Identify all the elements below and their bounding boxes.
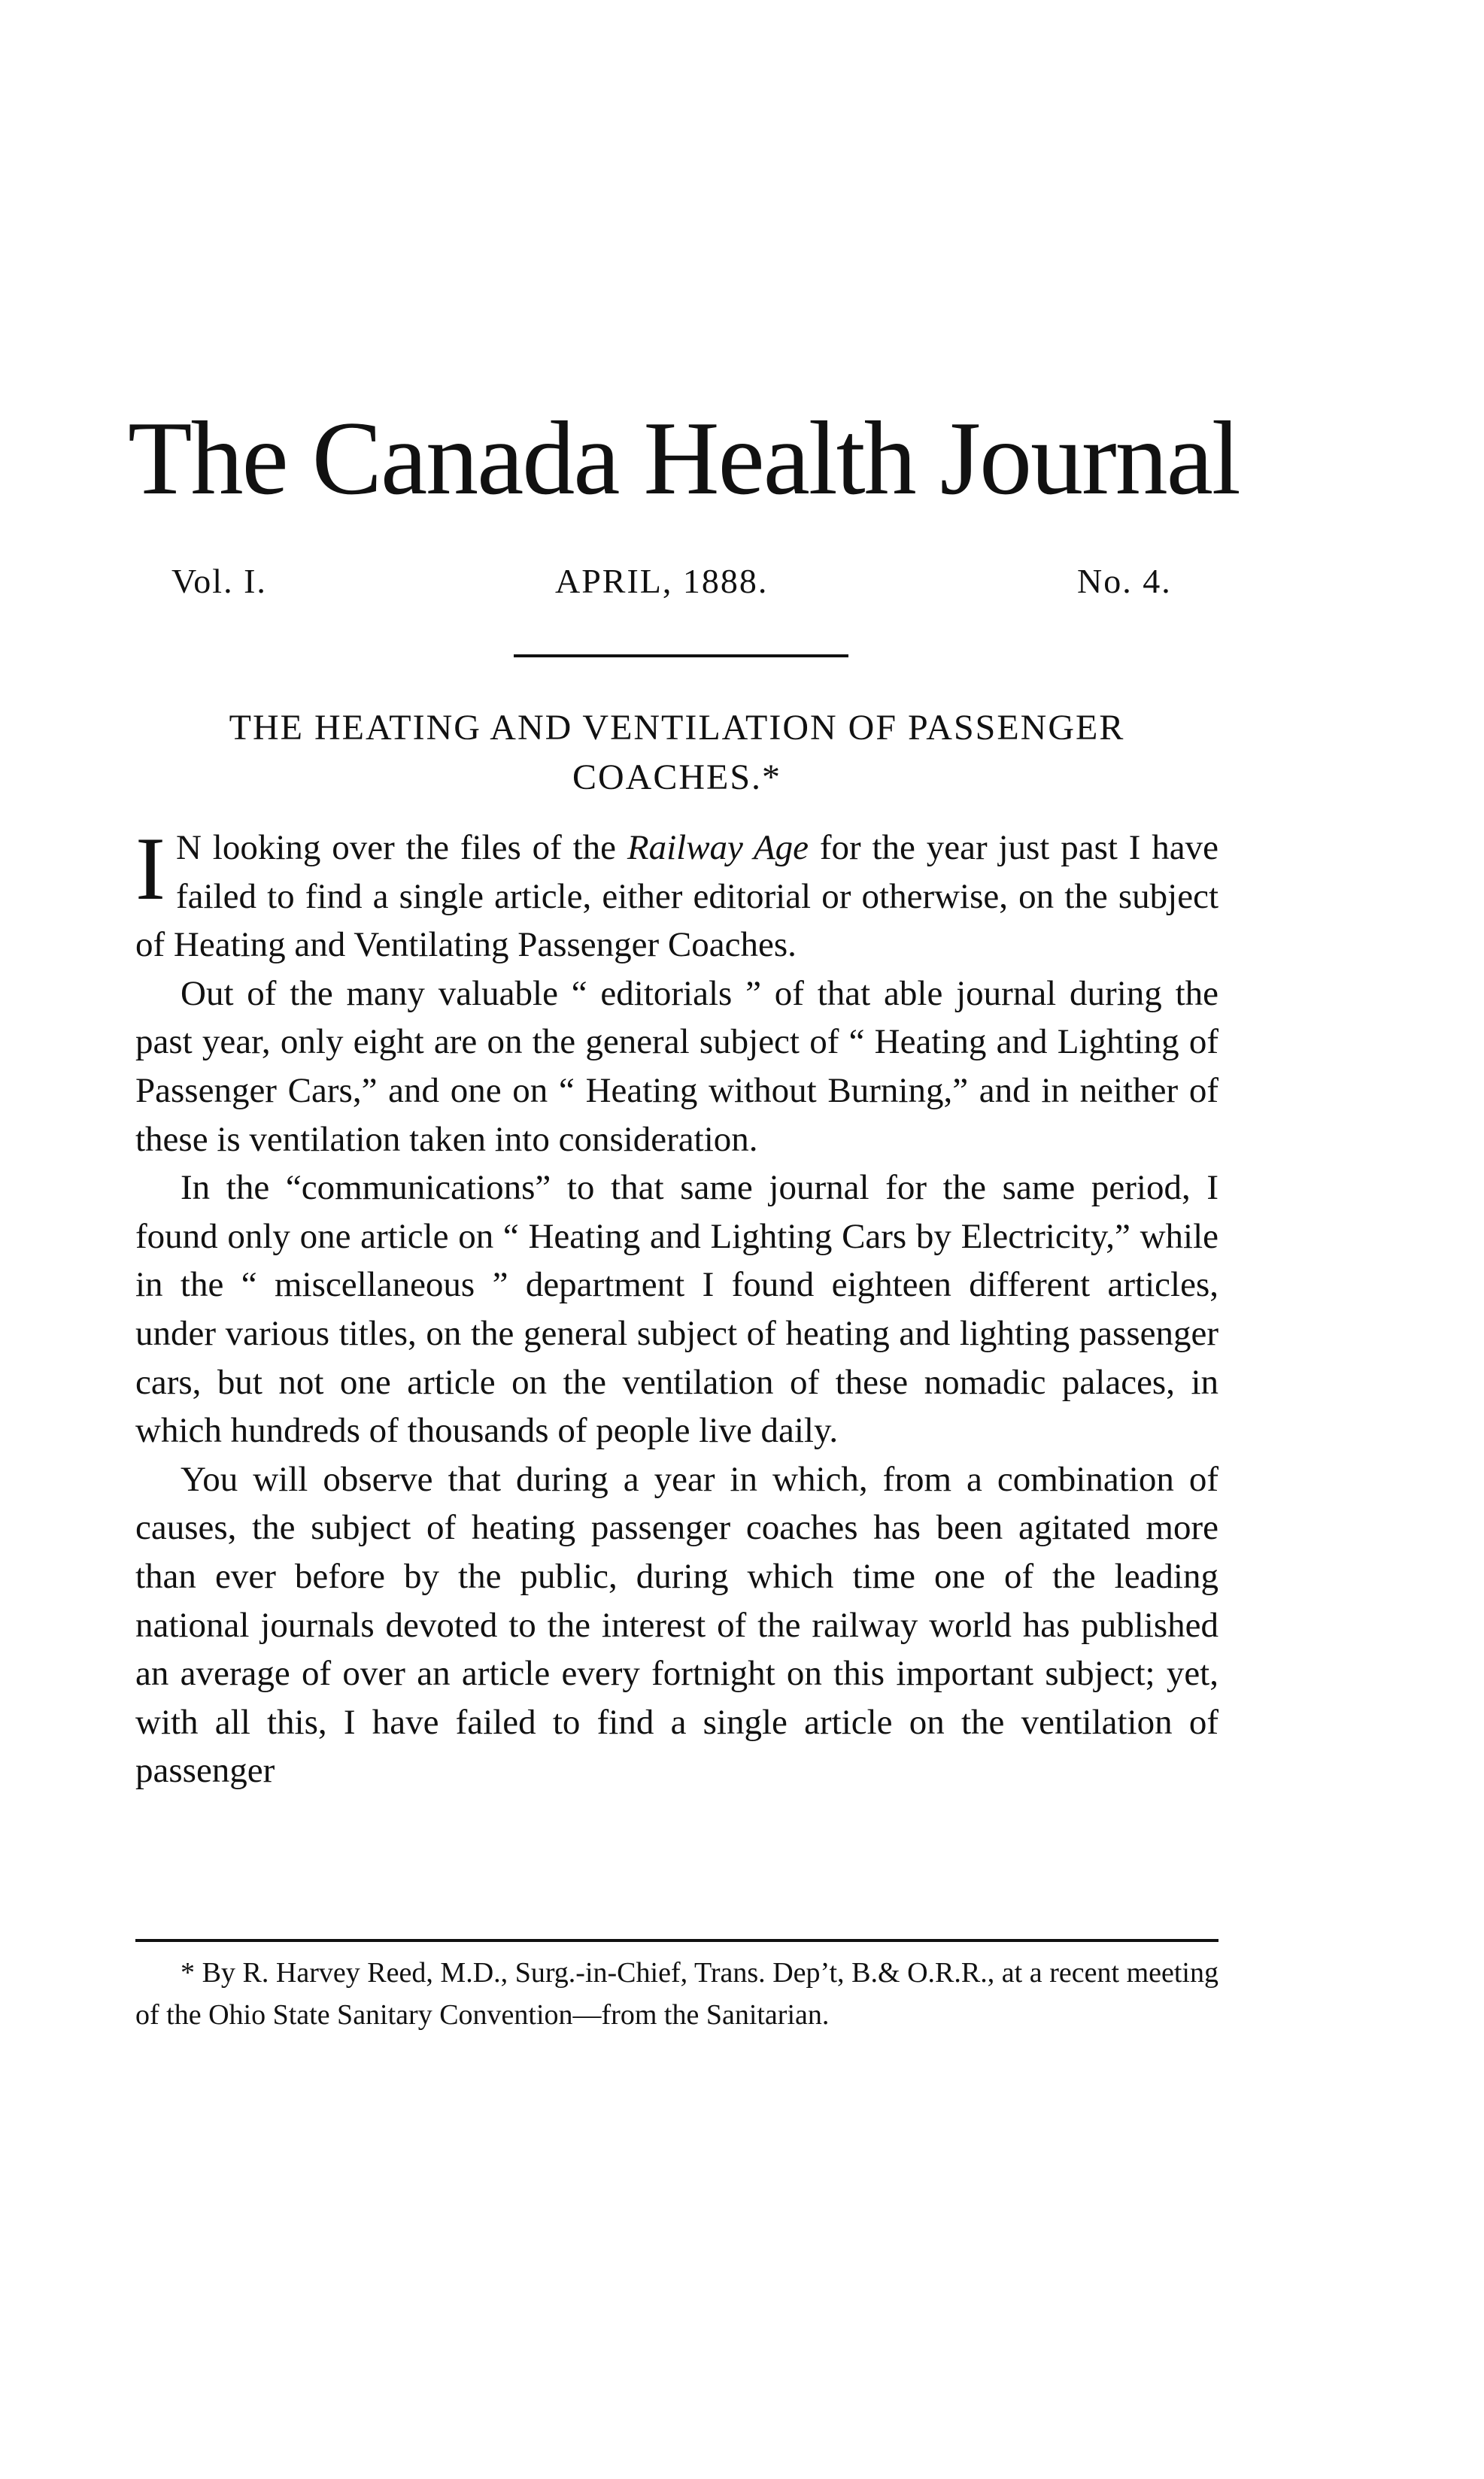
publication-name: Railway Age bbox=[627, 828, 809, 867]
article-title: THE HEATING AND VENTILATION OF PASSENGER COACHES.* bbox=[229, 708, 1125, 797]
issue-date: APRIL, 1888. bbox=[555, 562, 769, 600]
paragraph-1-text-a: N looking over the files of the bbox=[175, 828, 627, 867]
paragraph-2: Out of the many valuable “ editorials ” of that able journal during the past year, only eight are on the general subject of “ Heating and Lighting of Passenger Cars,” and one on “ Heating without Burning,” and in neither of these is ventilation taken into consideration. bbox=[135, 973, 1218, 1159]
paragraph-3: In the “communications” to that same journal for the same period, I found only one article on “ Heating and Lighting Cars by Electricity,” while in the “ miscellaneous ” department I found eighteen different articles, under various titles, on the general subject of heating and lighting passenger cars, but not one article on the ventilation of these nomadic palaces, in which hundreds of thousands of people live daily. bbox=[135, 1168, 1218, 1451]
journal-title: The Canada Health Journal bbox=[128, 400, 1240, 517]
paragraph-1-text-b: for the year just past I have failed to find a single article, either editorial or otherwise, on the subject of Heating and Ventilating Passenger Coaches. bbox=[135, 828, 1218, 965]
paragraph-1 bbox=[135, 818, 1218, 969]
footnote-divider bbox=[135, 1939, 1218, 1942]
paragraph-4: You will observe that during a year in which, from a combination of causes, the subject of heating passenger coaches has been agitated more than ever before by the public, during which time one of the leading national journals devoted to the interest of the railway world has published an average of over an article every fortnight on this important subject; yet, with all this, I have failed to find a single article on the ventilation of passenger bbox=[135, 1459, 1218, 1791]
title-divider bbox=[514, 654, 848, 657]
issue-number: No. 4. bbox=[1077, 562, 1172, 600]
drop-cap: I bbox=[135, 818, 165, 918]
footnote: * By R. Harvey Reed, M.D., Surg.-in-Chief, Trans. Dep’t, B.& O.R.R., at a recent meeting of the Ohio State Sanitary Convention—from the Sanitarian. bbox=[135, 1957, 1218, 2031]
article-body bbox=[135, 818, 1218, 1795]
volume-label: Vol. I. bbox=[171, 562, 267, 600]
